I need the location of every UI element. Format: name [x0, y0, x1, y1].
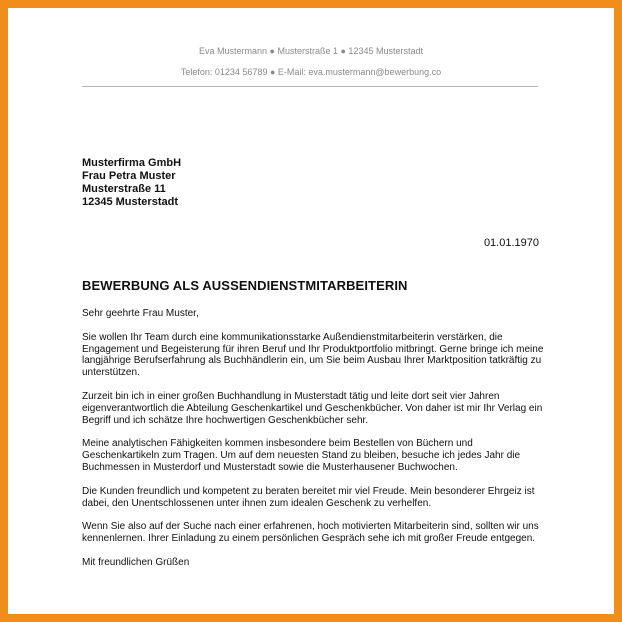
salutation: Sehr geehrte Frau Muster, [82, 308, 199, 319]
recipient-city: 12345 Musterstadt [82, 196, 178, 208]
sender-name-line: Eva Mustermann ● Musterstraße 1 ● 12345 Musterstadt [199, 46, 423, 56]
letter-body [82, 308, 544, 581]
recipient-company: Musterfirma GmbH [82, 157, 182, 169]
header-divider [82, 86, 538, 87]
closing: Mit freundlichen Grüßen [82, 556, 190, 568]
letter-subject: BEWERBUNG ALS AUSSENDIENSTMITARBEITERIN [82, 278, 408, 293]
body-paragraph: Die Kunden freundlich und kompetent zu beraten bereitet mir viel Freude. Mein besonderer Ehrgeiz ist dabei, den Unentschlossenen unter ihnen zum idealen Geschenk zu verhelfen. [82, 485, 535, 509]
recipient-contact: Frau Petra Muster [82, 170, 176, 182]
sender-contact-line: Telefon: 01234 56789 ● E-Mail: eva.mustermann@bewerbung.co [180, 67, 442, 77]
letter-date: 01.01.1970 [483, 237, 539, 249]
body-paragraph: Sie wollen Ihr Team durch eine kommunikationsstarke Außendienstmitarbeiterin verstärken, die Engagement und Begeisterung für ihren Beruf und Ihr Produktportfolio mitbringt. Gerne bringe ich meine langjährige Berufserfahrung als Buchhändlerin ein, um Sie beim Ausbau Ihrer Marktposition tatkräftig zu unterstützen. [82, 331, 544, 379]
body-paragraph: Meine analytischen Fähigkeiten kommen insbesondere beim Bestellen von Büchern und Geschenkartikeln zum Tragen. Um auf dem neuesten Stand zu bleiben, besuche ich jedes Jahr die Buchmessen in Musterdorf und Musterstadt sowie die Musterhausener Buchwochen. [82, 438, 521, 473]
body-paragraph: Wenn Sie also auf der Suche nach einer erfahrenen, hoch motivierten Mitarbeiterin sind, sollten wir uns kennenlernen. Ihrer Einladung zu einem persönlichen Gespräch sehe ich mit großer Freude entgegen. [82, 521, 539, 545]
recipient-street: Musterstraße 11 [82, 183, 166, 195]
body-paragraph: Zurzeit bin ich in einer großen Buchhandlung in Musterstadt tätig und leite dort seit vier Jahren eigenverantwortlich die Abteilung Geschenkartikel und Geschenkbücher. Von daher ist mir Ihr Verlag ein Begriff und ich schätze Ihre hochwertigen Geschenkbücher sehr. [82, 390, 543, 426]
recipient-address [82, 157, 181, 209]
